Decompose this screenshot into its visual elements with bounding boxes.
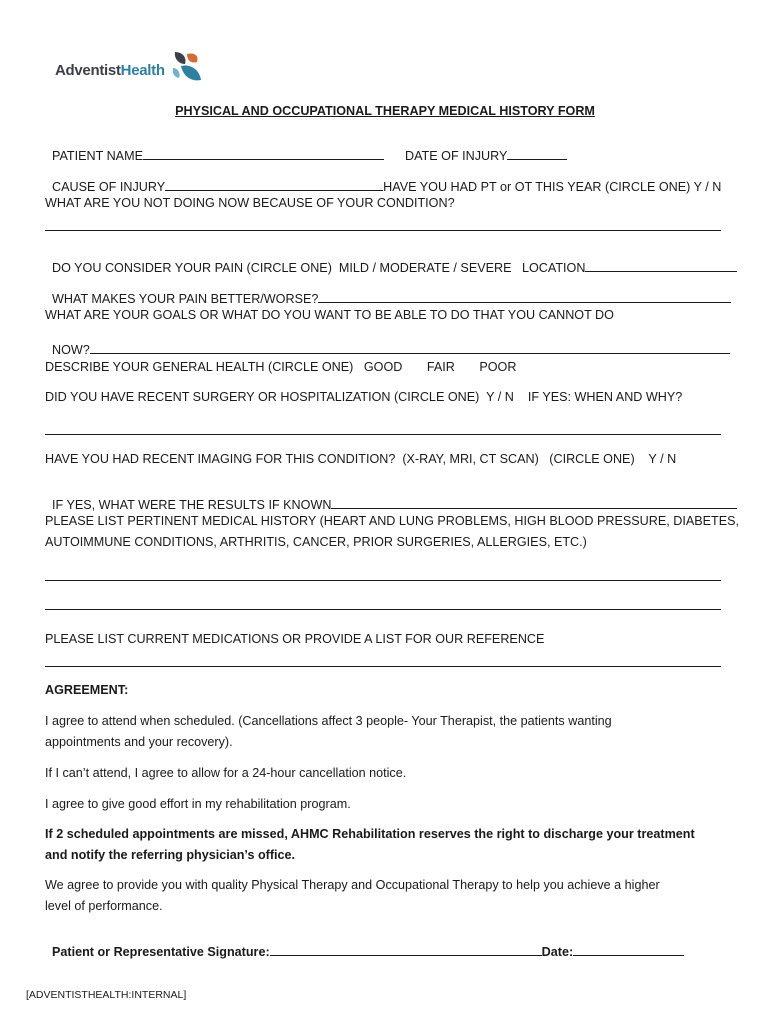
agreement-p5-line2: level of performance. [45, 899, 163, 913]
signature-row [45, 930, 684, 959]
form-title: PHYSICAL AND OCCUPATIONAL THERAPY MEDICAL HISTORY FORM [175, 104, 595, 118]
agreement-p4-line2: and notify the referring physician’s office. [45, 848, 296, 862]
logo-wordmark [55, 62, 165, 79]
surgery-answer-line[interactable] [45, 434, 721, 435]
goals-label-line1: WHAT ARE YOUR GOALS OR WHAT DO YOU WANT TO BE ABLE TO DO THAT YOU CANNOT DO [45, 308, 614, 322]
medications-label: PLEASE LIST CURRENT MEDICATIONS OR PROVIDE A LIST FOR OUR REFERENCE [45, 632, 545, 646]
medical-history-label-line1: PLEASE LIST PERTINENT MEDICAL HISTORY (HEART AND LUNG PROBLEMS, HIGH BLOOD PRESSURE, DIABETES, [45, 514, 740, 528]
medical-history-answer-line-1[interactable] [45, 580, 721, 581]
not-doing-answer-line[interactable] [45, 230, 721, 231]
pain-label: DO YOU CONSIDER YOUR PAIN (CIRCLE ONE) MILD / MODERATE / SEVERE LOCATION [52, 261, 586, 275]
logo-wordmark-part1: Adventist [55, 62, 121, 79]
imaging-results-field[interactable] [331, 497, 737, 509]
better-worse-field[interactable] [318, 291, 731, 303]
classification-footer: [ADVENTISTHEALTH:INTERNAL] [26, 989, 187, 1001]
patient-name-row [45, 134, 384, 163]
date-of-injury-label: DATE OF INJURY [405, 149, 508, 163]
pain-row [45, 246, 737, 275]
adventist-health-logo [55, 50, 205, 86]
medications-answer-line[interactable] [45, 666, 721, 667]
signature-date-label: Date: [541, 945, 574, 959]
pain-location-field[interactable] [585, 260, 737, 272]
agreement-p2: If I can’t attend, I agree to allow for a 24-hour cancellation notice. [45, 766, 407, 780]
agreement-p5-line1: We agree to provide you with quality Physical Therapy and Occupational Therapy to help you achieve a higher [45, 878, 660, 892]
date-of-injury-field[interactable] [507, 148, 567, 160]
goals-field[interactable] [90, 342, 730, 354]
imaging-results-label: IF YES, WHAT WERE THE RESULTS IF KNOWN [52, 498, 332, 512]
better-worse-row [45, 277, 731, 306]
medical-history-answer-line-2[interactable] [45, 609, 721, 610]
leaf-logo-icon [165, 50, 205, 86]
agreement-p1-line2: appointments and your recovery). [45, 735, 233, 749]
medical-history-label-line2: AUTOIMMUNE CONDITIONS, ARTHRITIS, CANCER, PRIOR SURGERIES, ALLERGIES, ETC.) [45, 535, 587, 549]
patient-name-field[interactable] [143, 148, 384, 160]
surgery-label: DID YOU HAVE RECENT SURGERY OR HOSPITALIZATION (CIRCLE ONE) Y / N IF YES: WHEN AND WHY? [45, 390, 683, 404]
goals-label-line2: NOW? [52, 343, 90, 357]
imaging-label: HAVE YOU HAD RECENT IMAGING FOR THIS CONDITION? (X-RAY, MRI, CT SCAN) (CIRCLE ONE) Y / N [45, 452, 677, 466]
agreement-p3: I agree to give good effort in my rehabilitation program. [45, 797, 351, 811]
not-doing-label: WHAT ARE YOU NOT DOING NOW BECAUSE OF YOUR CONDITION? [45, 196, 455, 210]
date-of-injury-row [398, 134, 567, 163]
general-health-label: DESCRIBE YOUR GENERAL HEALTH (CIRCLE ONE) GOOD FAIR POOR [45, 360, 517, 374]
agreement-p4-line1: If 2 scheduled appointments are missed, AHMC Rehabilitation reserves the right to discharge your treatment [45, 827, 695, 841]
goals-row [45, 328, 730, 357]
had-pt-ot-label: HAVE YOU HAD PT or OT THIS YEAR (CIRCLE ONE) Y / N [383, 180, 722, 194]
signature-date-field[interactable] [573, 944, 684, 956]
signature-label: Patient or Representative Signature: [52, 945, 270, 959]
signature-field[interactable] [270, 944, 542, 956]
better-worse-label: WHAT MAKES YOUR PAIN BETTER/WORSE? [52, 292, 319, 306]
cause-of-injury-field[interactable] [165, 179, 383, 191]
cause-of-injury-row [45, 165, 721, 194]
agreement-heading: AGREEMENT: [45, 683, 129, 697]
logo-wordmark-part2: Health [120, 62, 165, 79]
imaging-results-row [45, 483, 737, 512]
agreement-p1-line1: I agree to attend when scheduled. (Cancellations affect 3 people- Your Therapist, the patients wanting [45, 714, 612, 728]
cause-of-injury-label: CAUSE OF INJURY [52, 180, 166, 194]
patient-name-label: PATIENT NAME [52, 149, 143, 163]
